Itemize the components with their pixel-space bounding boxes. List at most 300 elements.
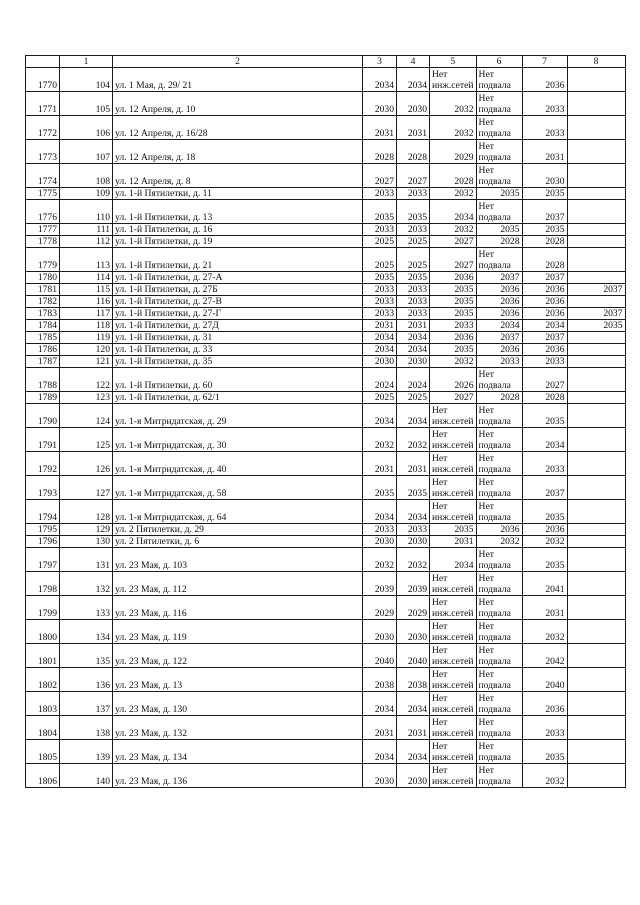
year-cell-7	[522, 716, 567, 740]
year-cell-5-text: 2029	[454, 152, 474, 163]
item-index-cell-text: 105	[95, 104, 110, 115]
year-cell-5	[430, 92, 477, 116]
note-line: инж.сетей	[432, 584, 474, 595]
year-cell-3	[363, 620, 397, 644]
year-cell-6	[476, 572, 522, 596]
address-cell	[113, 668, 363, 692]
year-cell-4	[397, 476, 430, 500]
year-cell-3-text: 2031	[374, 728, 394, 739]
address-cell-text: ул. 23 Мая, д. 132	[115, 728, 188, 739]
year-cell-6-text: 2028	[500, 236, 520, 247]
year-cell-5	[430, 536, 477, 548]
year-cell-4	[397, 692, 430, 716]
year-cell-7	[522, 236, 567, 248]
year-cell-8	[567, 620, 625, 644]
year-cell-8	[567, 764, 625, 788]
year-cell-5	[430, 236, 477, 248]
year-cell-5	[430, 140, 477, 164]
year-cell-3-text: 2030	[374, 356, 394, 367]
year-cell-4	[397, 452, 430, 476]
year-cell-7	[522, 68, 567, 92]
row-number-cell-text: 1782	[37, 296, 57, 307]
year-cell-8	[567, 668, 625, 692]
item-index-cell-text: 129	[95, 524, 110, 535]
year-cell-5-text: 2036	[454, 272, 474, 283]
address-cell	[113, 548, 363, 572]
year-cell-7-text: 2037	[545, 212, 565, 223]
year-cell-8-text: 2035	[603, 320, 623, 331]
address-cell	[113, 644, 363, 668]
item-index-cell-text: 125	[95, 440, 110, 451]
row-number-cell	[26, 404, 60, 428]
year-cell-7	[522, 644, 567, 668]
year-cell-4	[397, 200, 430, 224]
table-row	[26, 500, 626, 524]
note-line: Нет	[432, 501, 448, 512]
year-cell-3-text: 2025	[374, 392, 394, 403]
year-cell-5	[430, 224, 477, 236]
year-cell-7-text: 2035	[545, 560, 565, 571]
year-cell-5-text: 2032	[454, 356, 474, 367]
note-line: Нет	[478, 165, 494, 176]
year-cell-7-text: 2033	[545, 464, 565, 475]
year-cell-4	[397, 116, 430, 140]
year-cell-3	[363, 296, 397, 308]
year-cell-3	[363, 392, 397, 404]
table-row	[26, 692, 626, 716]
year-cell-3	[363, 224, 397, 236]
year-cell-4-text: 2024	[407, 380, 427, 391]
year-cell-5	[430, 740, 477, 764]
row-number-cell	[26, 188, 60, 200]
year-cell-4-text: 2035	[407, 488, 427, 499]
year-cell-7	[522, 320, 567, 332]
address-cell-text: ул. 23 Мая, д. 112	[115, 584, 187, 595]
year-cell-7-text: 2027	[545, 380, 565, 391]
address-cell-text: ул. 12 Апреля, д. 18	[115, 152, 196, 163]
year-cell-7-text: 2040	[545, 680, 565, 691]
address-cell-text: ул. 1-й Пятилетки, д. 19	[115, 236, 213, 247]
year-cell-6-text: 2036	[500, 296, 520, 307]
row-number-cell-text: 1777	[37, 224, 57, 235]
year-cell-8	[567, 284, 625, 296]
year-cell-5	[430, 68, 477, 92]
year-cell-3-text: 2030	[374, 632, 394, 643]
item-index-cell-text: 117	[95, 308, 110, 319]
year-cell-8	[567, 536, 625, 548]
address-cell-text: ул. 1-й Пятилетки, д. 21	[115, 260, 213, 271]
address-cell	[113, 68, 363, 92]
year-cell-4	[397, 332, 430, 344]
year-cell-6	[476, 428, 522, 452]
year-cell-8	[567, 332, 625, 344]
year-cell-5	[430, 596, 477, 620]
year-cell-5	[430, 392, 477, 404]
table-row	[26, 116, 626, 140]
row-number-cell-text: 1787	[37, 356, 57, 367]
address-cell	[113, 536, 363, 548]
header-cell: 2	[113, 56, 363, 68]
year-cell-4	[397, 236, 430, 248]
year-cell-3-text: 2031	[374, 128, 394, 139]
year-cell-3-text: 2030	[374, 104, 394, 115]
year-cell-3-text: 2028	[374, 152, 394, 163]
note-line: подвала	[478, 560, 511, 571]
table-row	[26, 368, 626, 392]
row-number-cell-text: 1791	[37, 440, 57, 451]
year-cell-7-text: 2033	[545, 356, 565, 367]
year-cell-8	[567, 140, 625, 164]
row-number-cell-text: 1772	[37, 128, 57, 139]
address-cell-text: ул. 1-я Митридатская, д. 30	[115, 440, 227, 451]
year-cell-8	[567, 428, 625, 452]
row-number-cell-text: 1803	[37, 704, 57, 715]
year-cell-6	[476, 164, 522, 188]
year-cell-4	[397, 368, 430, 392]
year-cell-3-text: 2035	[374, 272, 394, 283]
note-line: инж.сетей	[432, 464, 474, 475]
note-line: инж.сетей	[432, 632, 474, 643]
note-line: Нет	[432, 645, 448, 656]
row-number-cell-text: 1785	[37, 332, 57, 343]
year-cell-4-text: 2040	[407, 656, 427, 667]
year-cell-7	[522, 308, 567, 320]
year-cell-4	[397, 164, 430, 188]
year-cell-4-text: 2030	[407, 356, 427, 367]
year-cell-3	[363, 740, 397, 764]
year-cell-4-text: 2025	[407, 260, 427, 271]
year-cell-4	[397, 308, 430, 320]
year-cell-5	[430, 500, 477, 524]
item-index-cell	[60, 668, 113, 692]
year-cell-5	[430, 572, 477, 596]
row-number-cell	[26, 68, 60, 92]
year-cell-7-text: 2032	[545, 632, 565, 643]
year-cell-7-text: 2031	[545, 608, 565, 619]
year-cell-3	[363, 668, 397, 692]
year-cell-6-text: 2035	[500, 188, 520, 199]
item-index-cell-text: 137	[95, 704, 110, 715]
year-cell-8	[567, 296, 625, 308]
year-cell-5	[430, 524, 477, 536]
year-cell-8	[567, 548, 625, 572]
year-cell-6-text: 2034	[500, 320, 520, 331]
item-index-cell-text: 108	[95, 176, 110, 187]
row-number-cell	[26, 344, 60, 356]
year-cell-7-text: 2036	[545, 296, 565, 307]
year-cell-6	[476, 356, 522, 368]
year-cell-4-text: 2033	[407, 296, 427, 307]
item-index-cell-text: 106	[95, 128, 110, 139]
year-cell-5	[430, 116, 477, 140]
year-cell-8	[567, 692, 625, 716]
address-cell	[113, 428, 363, 452]
item-index-cell	[60, 68, 113, 92]
note-line: Нет	[432, 573, 448, 584]
year-cell-5-text: 2035	[454, 284, 474, 295]
row-number-cell-text: 1800	[37, 632, 57, 643]
item-index-cell-text: 130	[95, 536, 110, 547]
year-cell-4-text: 2033	[407, 308, 427, 319]
year-cell-3-text: 2029	[374, 608, 394, 619]
address-cell-text: ул. 1-я Митридатская, д. 29	[115, 416, 227, 427]
note-line: Нет	[478, 573, 494, 584]
year-cell-8	[567, 200, 625, 224]
table-row	[26, 248, 626, 272]
address-cell	[113, 356, 363, 368]
year-cell-4-text: 2035	[407, 272, 427, 283]
year-cell-3	[363, 692, 397, 716]
table-row	[26, 644, 626, 668]
year-cell-3	[363, 596, 397, 620]
year-cell-3	[363, 68, 397, 92]
year-cell-4-text: 2030	[407, 632, 427, 643]
year-cell-4	[397, 404, 430, 428]
year-cell-3	[363, 428, 397, 452]
table-body	[26, 68, 626, 788]
item-index-cell-text: 134	[95, 632, 110, 643]
table-row	[26, 320, 626, 332]
row-number-cell	[26, 764, 60, 788]
year-cell-4	[397, 344, 430, 356]
address-cell	[113, 116, 363, 140]
item-index-cell	[60, 368, 113, 392]
item-index-cell	[60, 140, 113, 164]
year-cell-8	[567, 452, 625, 476]
row-number-cell	[26, 596, 60, 620]
year-cell-8	[567, 164, 625, 188]
item-index-cell-text: 139	[95, 752, 110, 763]
year-cell-7-text: 2041	[545, 584, 565, 595]
year-cell-5	[430, 248, 477, 272]
header-row	[26, 56, 626, 68]
item-index-cell	[60, 392, 113, 404]
year-cell-8-text: 2037	[603, 308, 623, 319]
year-cell-7	[522, 248, 567, 272]
year-cell-6	[476, 224, 522, 236]
year-cell-3-text: 2030	[374, 776, 394, 787]
note-line: инж.сетей	[432, 440, 474, 451]
table-row	[26, 536, 626, 548]
note-line: подвала	[478, 632, 511, 643]
note-line: Нет	[478, 69, 494, 80]
year-cell-6	[476, 272, 522, 284]
year-cell-4-text: 2031	[407, 728, 427, 739]
note-line: Нет	[432, 477, 448, 488]
item-index-cell-text: 118	[95, 320, 110, 331]
note-line: подвала	[478, 656, 511, 667]
note-line: подвала	[478, 752, 511, 763]
address-cell	[113, 476, 363, 500]
year-cell-3	[363, 164, 397, 188]
year-cell-6-text: 2037	[500, 332, 520, 343]
year-cell-7-text: 2028	[545, 236, 565, 247]
item-index-cell	[60, 692, 113, 716]
row-number-cell-text: 1802	[37, 680, 57, 691]
year-cell-3-text: 2034	[374, 332, 394, 343]
address-cell-text: ул. 23 Мая, д. 130	[115, 704, 188, 715]
table-row	[26, 200, 626, 224]
year-cell-4	[397, 320, 430, 332]
item-index-cell-text: 123	[95, 392, 110, 403]
note-line: подвала	[478, 440, 511, 451]
year-cell-6	[476, 248, 522, 272]
item-index-cell-text: 121	[95, 356, 110, 367]
address-cell-text: ул. 1-й Пятилетки, д. 60	[115, 380, 213, 391]
year-cell-7	[522, 740, 567, 764]
year-cell-7	[522, 200, 567, 224]
table-row	[26, 452, 626, 476]
year-cell-5	[430, 188, 477, 200]
year-cell-5	[430, 308, 477, 320]
year-cell-4-text: 2031	[407, 128, 427, 139]
item-index-cell-text: 120	[95, 344, 110, 355]
row-number-cell-text: 1789	[37, 392, 57, 403]
year-cell-3-text: 2034	[374, 752, 394, 763]
year-cell-4	[397, 740, 430, 764]
table-row	[26, 308, 626, 320]
header-cell: 7	[522, 56, 567, 68]
table-row	[26, 572, 626, 596]
note-line: подвала	[478, 704, 511, 715]
table-row	[26, 296, 626, 308]
item-index-cell	[60, 404, 113, 428]
year-cell-5	[430, 272, 477, 284]
year-cell-4	[397, 392, 430, 404]
year-cell-3-text: 2040	[374, 656, 394, 667]
table-row	[26, 548, 626, 572]
table-row	[26, 620, 626, 644]
note-line: Нет	[478, 501, 494, 512]
year-cell-3-text: 2033	[374, 524, 394, 535]
year-cell-3	[363, 332, 397, 344]
year-cell-3	[363, 200, 397, 224]
address-cell-text: ул. 12 Апреля, д. 10	[115, 104, 196, 115]
year-cell-7	[522, 500, 567, 524]
table-row	[26, 344, 626, 356]
row-number-cell	[26, 476, 60, 500]
year-cell-8	[567, 272, 625, 284]
row-number-cell-text: 1790	[37, 416, 57, 427]
item-index-cell	[60, 740, 113, 764]
year-cell-4	[397, 248, 430, 272]
year-cell-3-text: 2032	[374, 440, 394, 451]
year-cell-7-text: 2037	[545, 332, 565, 343]
year-cell-3	[363, 188, 397, 200]
year-cell-7-text: 2037	[545, 272, 565, 283]
year-cell-7	[522, 224, 567, 236]
year-cell-6-text: 2036	[500, 308, 520, 319]
year-cell-3-text: 2033	[374, 308, 394, 319]
note-line: инж.сетей	[432, 488, 474, 499]
table-row	[26, 272, 626, 284]
year-cell-4-text: 2034	[407, 512, 427, 523]
year-cell-3-text: 2033	[374, 296, 394, 307]
year-cell-4-text: 2038	[407, 680, 427, 691]
note-line: инж.сетей	[432, 512, 474, 523]
year-cell-7-text: 2035	[545, 224, 565, 235]
row-number-cell	[26, 524, 60, 536]
year-cell-8	[567, 188, 625, 200]
year-cell-7-text: 2036	[545, 704, 565, 715]
row-number-cell-text: 1801	[37, 656, 57, 667]
year-cell-3-text: 2030	[374, 536, 394, 547]
row-number-cell-text: 1798	[37, 584, 57, 595]
year-cell-8	[567, 320, 625, 332]
year-cell-7	[522, 452, 567, 476]
year-cell-7	[522, 404, 567, 428]
row-number-cell	[26, 116, 60, 140]
year-cell-8	[567, 224, 625, 236]
address-cell-text: ул. 1-й Пятилетки, д. 27-В	[115, 296, 222, 307]
row-number-cell-text: 1776	[37, 212, 57, 223]
item-index-cell	[60, 188, 113, 200]
table-row	[26, 392, 626, 404]
note-line: подвала	[478, 464, 511, 475]
header-cell: 8	[567, 56, 625, 68]
note-line: инж.сетей	[432, 656, 474, 667]
year-cell-7-text: 2036	[545, 80, 565, 91]
row-number-cell	[26, 536, 60, 548]
year-cell-3	[363, 92, 397, 116]
year-cell-5-text: 2027	[454, 392, 474, 403]
year-cell-6	[476, 536, 522, 548]
row-number-cell	[26, 644, 60, 668]
row-number-cell-text: 1804	[37, 728, 57, 739]
table-row	[26, 524, 626, 536]
year-cell-3-text: 2033	[374, 284, 394, 295]
year-cell-7	[522, 356, 567, 368]
table-row	[26, 236, 626, 248]
year-cell-5-text: 2032	[454, 104, 474, 115]
year-cell-8	[567, 740, 625, 764]
row-number-cell-text: 1797	[37, 560, 57, 571]
item-index-cell	[60, 500, 113, 524]
row-number-cell-text: 1783	[37, 308, 57, 319]
year-cell-3	[363, 500, 397, 524]
year-cell-4	[397, 272, 430, 284]
year-cell-3-text: 2039	[374, 584, 394, 595]
row-number-cell-text: 1778	[37, 236, 57, 247]
table-row	[26, 332, 626, 344]
row-number-cell	[26, 92, 60, 116]
note-line: Нет	[478, 141, 494, 152]
address-cell-text: ул. 1-й Пятилетки, д. 13	[115, 212, 213, 223]
year-cell-3-text: 2027	[374, 176, 394, 187]
year-cell-5-text: 2026	[454, 380, 474, 391]
year-cell-4	[397, 764, 430, 788]
note-line: инж.сетей	[432, 752, 474, 763]
year-cell-7	[522, 668, 567, 692]
year-cell-3-text: 2025	[374, 236, 394, 247]
row-number-cell	[26, 320, 60, 332]
table-row	[26, 284, 626, 296]
address-cell	[113, 332, 363, 344]
header-cell: 1	[60, 56, 113, 68]
item-index-cell-text: 124	[95, 416, 110, 427]
address-cell	[113, 308, 363, 320]
year-cell-4-text: 2034	[407, 704, 427, 715]
row-number-cell-text: 1796	[37, 536, 57, 547]
row-number-cell	[26, 716, 60, 740]
header-cell: 6	[476, 56, 522, 68]
note-line: подвала	[478, 776, 511, 787]
note-line: Нет	[478, 477, 494, 488]
year-cell-8	[567, 476, 625, 500]
year-cell-6	[476, 500, 522, 524]
address-cell	[113, 272, 363, 284]
address-cell	[113, 500, 363, 524]
